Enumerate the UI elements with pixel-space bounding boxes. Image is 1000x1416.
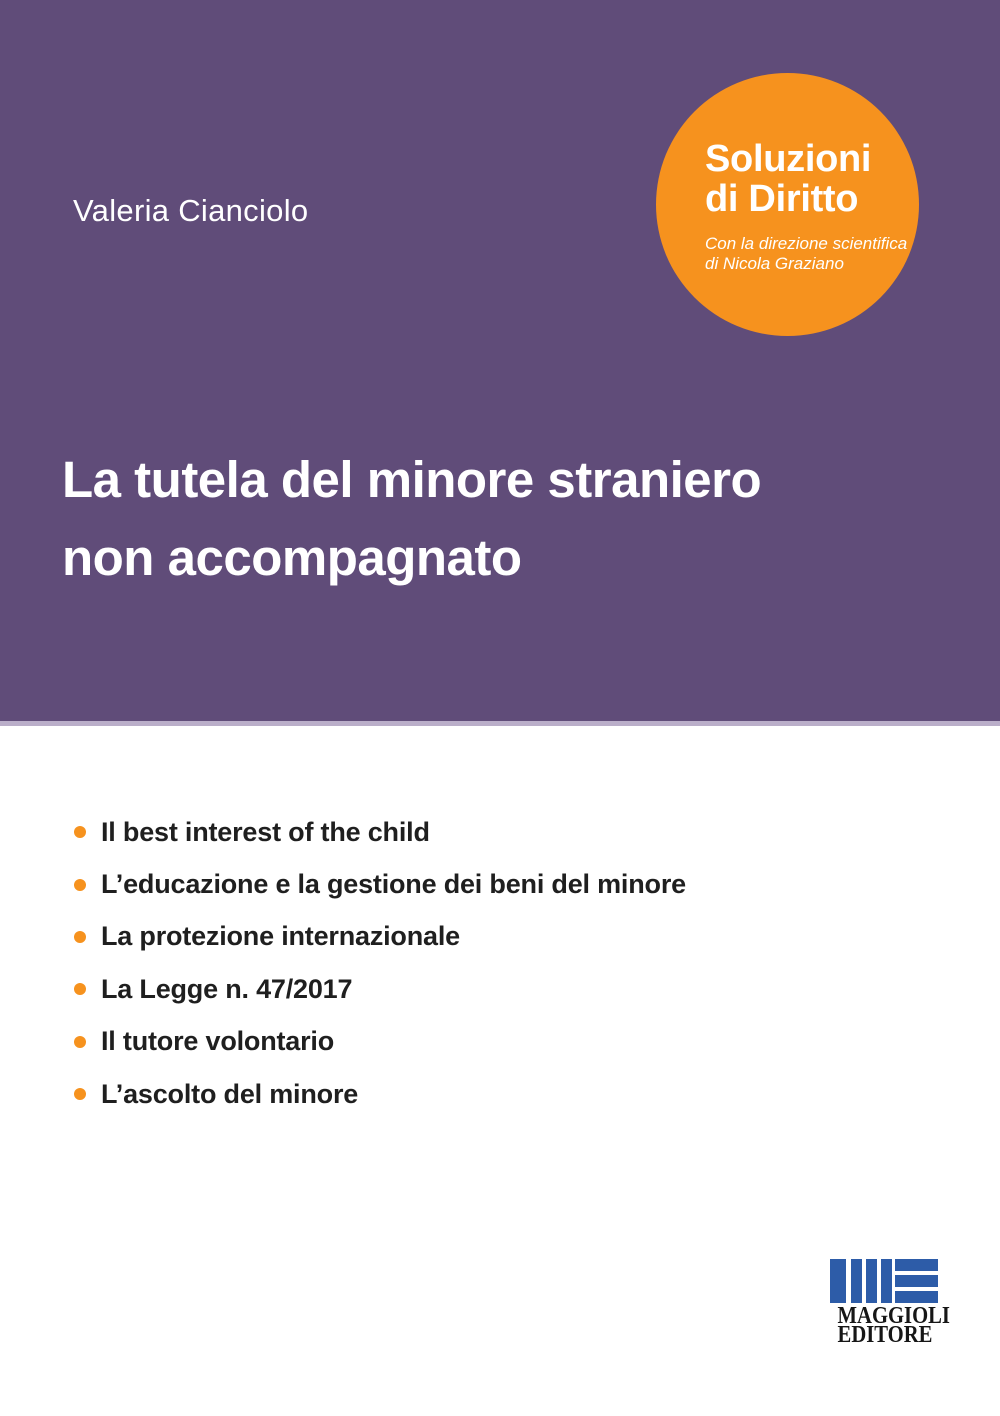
series-subtitle-line1: Con la direzione scientifica bbox=[705, 234, 908, 253]
topic-label: La Legge n. 47/2017 bbox=[101, 973, 353, 1004]
topic-item bbox=[74, 911, 686, 963]
topic-label: L’educazione e la gestione dei beni del minore bbox=[101, 869, 686, 900]
publisher-logo bbox=[830, 1259, 950, 1348]
topic-item bbox=[74, 963, 686, 1015]
book-title-line2: non accompagnato bbox=[62, 529, 522, 586]
bullet-icon bbox=[74, 1036, 86, 1048]
series-subtitle bbox=[705, 234, 919, 274]
topic-label: Il tutore volontario bbox=[101, 1026, 335, 1057]
publisher-name-line1: MAGGIOLI bbox=[837, 1303, 950, 1329]
topic-item bbox=[74, 1068, 686, 1120]
topic-item bbox=[74, 1016, 686, 1068]
book-title bbox=[62, 441, 761, 597]
bullet-icon bbox=[74, 1088, 86, 1100]
topic-label: L’ascolto del minore bbox=[101, 1078, 359, 1109]
topic-item bbox=[74, 858, 686, 910]
publisher-name-line2: EDITORE bbox=[837, 1322, 933, 1348]
series-title-line2: di Diritto bbox=[705, 178, 859, 220]
maggioli-editore-logo-icon bbox=[830, 1259, 938, 1303]
book-title-line1: La tutela del minore straniero bbox=[62, 451, 762, 508]
topic-label: Il best interest of the child bbox=[101, 816, 430, 847]
bullet-icon bbox=[74, 983, 86, 995]
topic-label: La protezione internazionale bbox=[101, 921, 460, 952]
bullet-icon bbox=[74, 931, 86, 943]
topics-list bbox=[74, 806, 686, 1120]
series-subtitle-line2: di Nicola Graziano bbox=[705, 254, 844, 273]
series-badge bbox=[656, 73, 919, 336]
author-name: Valeria Cianciolo bbox=[73, 193, 309, 228]
series-title bbox=[705, 139, 919, 219]
topic-item bbox=[74, 806, 686, 858]
bullet-icon bbox=[74, 826, 86, 838]
series-title-line1: Soluzioni bbox=[705, 138, 872, 180]
bullet-icon bbox=[74, 879, 86, 891]
